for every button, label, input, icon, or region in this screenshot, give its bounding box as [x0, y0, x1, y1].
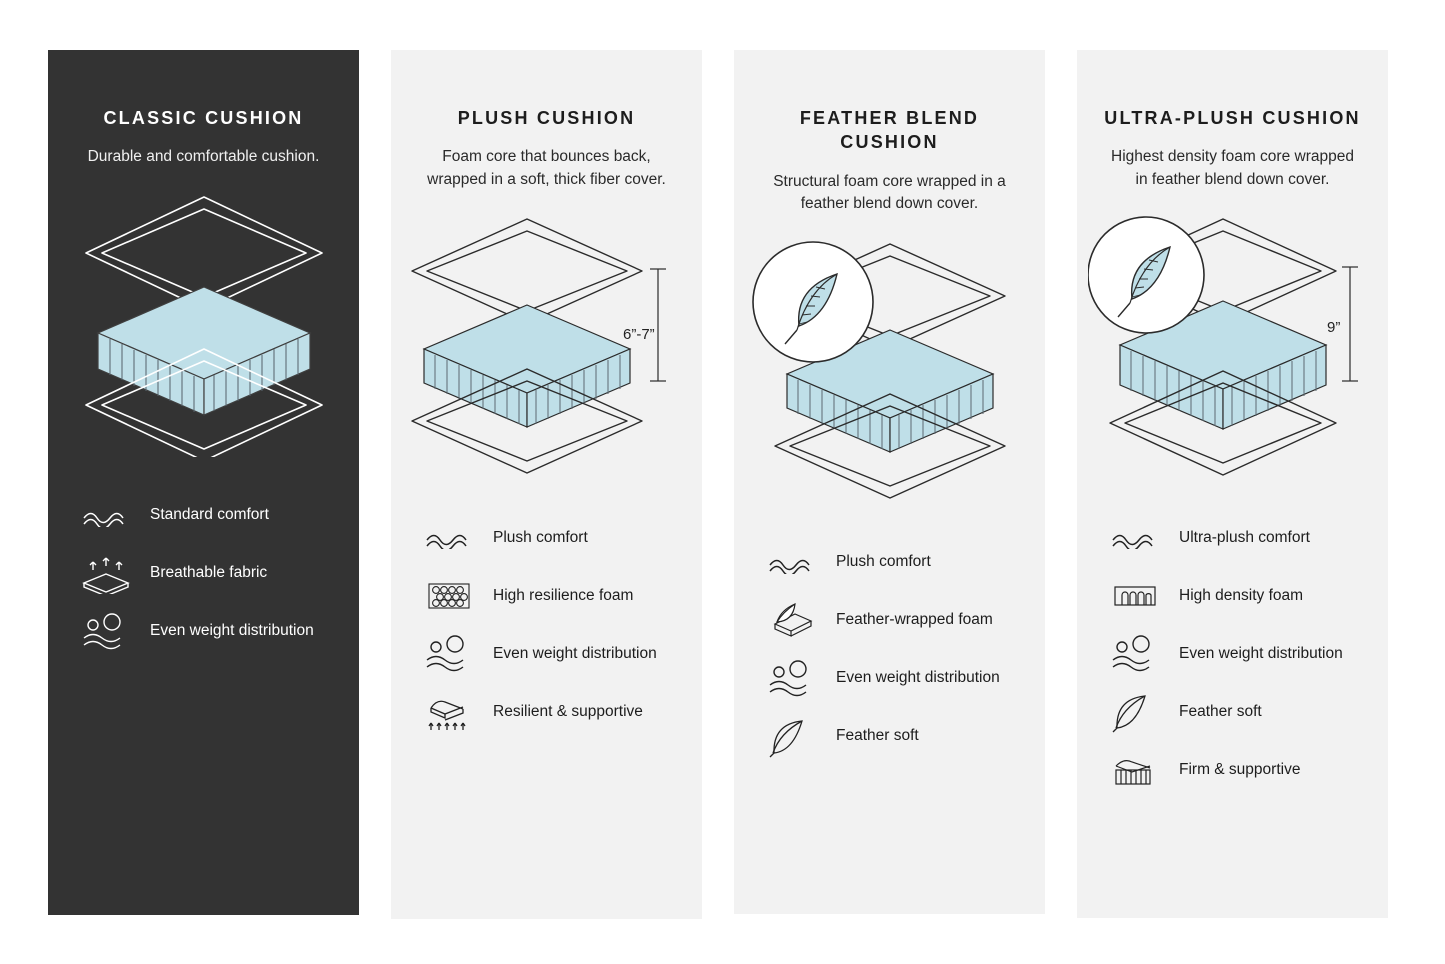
page-title: ULTRA-PLUSH CUSHION	[1104, 108, 1361, 128]
honeycomb-foam-icon	[421, 576, 477, 616]
high-density-foam-icon	[1107, 579, 1163, 613]
card-feather-blend-cushion	[734, 50, 1045, 914]
card-description: Structural foam core wrapped in a feather blend down cover.	[773, 172, 1006, 213]
feature-label: Plush comfort	[493, 528, 588, 546]
page-title: PLUSH CUSHION	[457, 108, 636, 128]
feature-label: Even weight distribution	[150, 622, 314, 640]
firm-support-icon	[1107, 750, 1163, 790]
wave-icon	[1107, 527, 1163, 549]
feature-item	[421, 625, 702, 683]
feature-item	[764, 534, 1045, 592]
feature-item	[1107, 741, 1388, 799]
feature-label: Standard comfort	[150, 506, 269, 524]
feature-item	[1107, 625, 1388, 683]
support-cushion-icon	[421, 690, 477, 734]
feature-list-feather-blend	[734, 534, 1045, 766]
feather-badge	[753, 242, 873, 362]
feature-list-plush	[391, 509, 702, 741]
feature-item	[421, 509, 702, 567]
dimension-label: 9”	[1327, 319, 1341, 337]
feature-label: High density foam	[1179, 586, 1304, 604]
feature-label: Breathable fabric	[150, 564, 268, 582]
card-description: Durable and comfortable cushion.	[87, 148, 320, 166]
feather-badge	[1088, 217, 1204, 333]
feature-label: Even weight distribution	[836, 669, 1000, 687]
weight-distribution-icon	[764, 659, 820, 699]
feature-item	[764, 708, 1045, 766]
feature-label: Plush comfort	[836, 553, 931, 571]
feature-item	[764, 592, 1045, 650]
feature-label: Ultra-plush comfort	[1179, 528, 1310, 546]
cushion-diagram-plush	[391, 209, 702, 499]
card-plush-cushion	[391, 50, 702, 919]
card-description: Foam core that bounces back, wrapped in a soft, thick fiber cover.	[427, 148, 666, 188]
feature-item	[1107, 683, 1388, 741]
feature-item	[78, 545, 359, 603]
feature-label: Resilient & supportive	[493, 702, 643, 720]
feature-item	[78, 603, 359, 661]
feature-item	[764, 650, 1045, 708]
page-title: FEATHER BLEND CUSHION	[799, 108, 980, 153]
feature-label: Feather-wrapped foam	[836, 611, 993, 629]
feature-label: Firm & supportive	[1179, 760, 1301, 778]
feature-label: High resilience foam	[493, 586, 634, 604]
wave-icon	[78, 505, 134, 527]
card-ultra-plush-cushion	[1077, 50, 1388, 918]
feature-label: Feather soft	[836, 727, 919, 745]
wave-icon	[421, 527, 477, 549]
feature-label: Feather soft	[1179, 702, 1262, 720]
breathable-fabric-icon	[78, 554, 134, 594]
wave-icon	[764, 552, 820, 574]
weight-distribution-icon	[421, 634, 477, 674]
card-description: Highest density foam core wrapped in feather blend down cover.	[1111, 148, 1354, 188]
feature-list-classic	[48, 487, 359, 661]
card-classic-cushion	[48, 50, 359, 915]
dimension-label: 6”-7”	[623, 326, 655, 344]
feature-list-ultra-plush	[1077, 509, 1388, 799]
cushion-diagram-ultra-plush	[1077, 209, 1388, 499]
feather-icon	[764, 715, 820, 759]
page-title: CLASSIC CUSHION	[103, 108, 304, 128]
feature-item	[1107, 509, 1388, 567]
weight-distribution-icon	[1107, 634, 1163, 674]
weight-distribution-icon	[78, 612, 134, 652]
feather-wrapped-foam-icon	[764, 600, 820, 642]
cushion-diagram-feather-blend	[734, 234, 1045, 524]
feature-item	[1107, 567, 1388, 625]
cushion-diagram-classic	[48, 187, 359, 477]
feature-item	[421, 567, 702, 625]
feature-label: Even weight distribution	[1179, 644, 1343, 662]
feature-item	[78, 487, 359, 545]
feature-label: Even weight distribution	[493, 644, 657, 662]
feature-item	[421, 683, 702, 741]
feather-icon	[1107, 690, 1163, 734]
